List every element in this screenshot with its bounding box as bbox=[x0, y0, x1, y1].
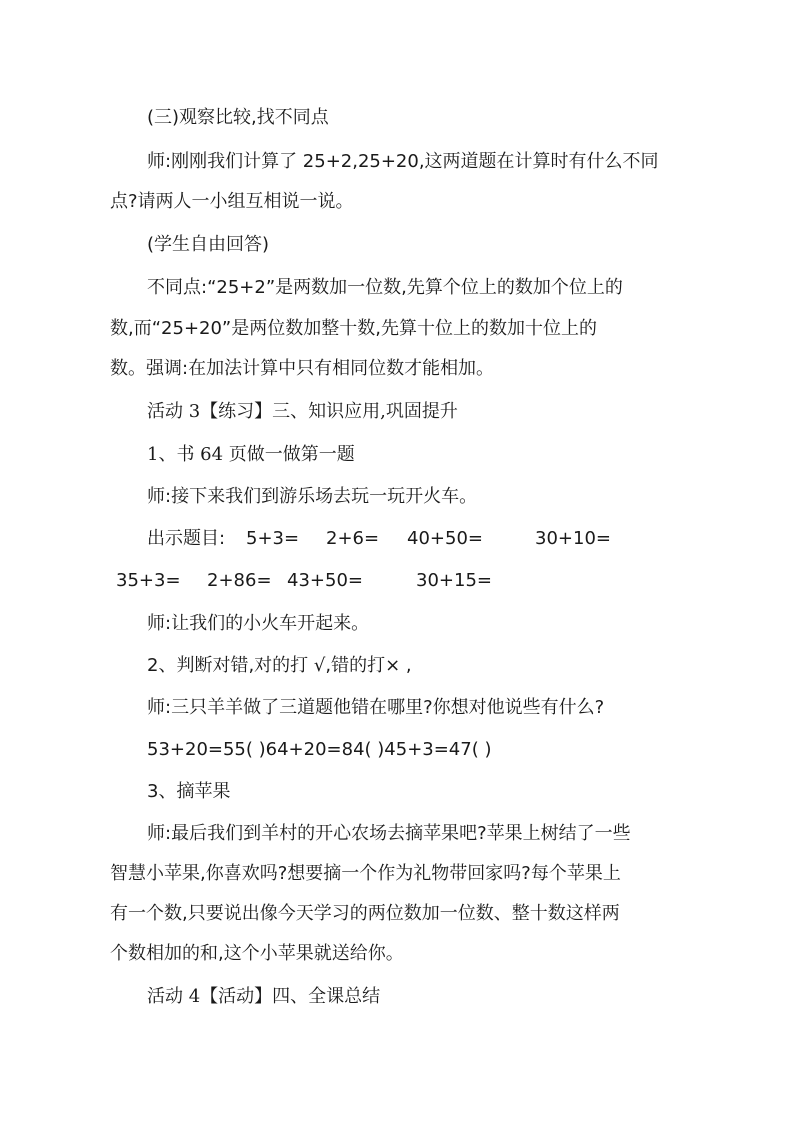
problem-item: 30+15= bbox=[416, 570, 492, 591]
exercise-3-heading: 3、摘苹果 bbox=[147, 781, 231, 802]
problems-label: 出示题目: bbox=[147, 528, 226, 549]
problem-item: 40+50= bbox=[407, 528, 483, 549]
activity-3-heading: 活动 3【练习】三、知识应用,巩固提升 bbox=[147, 401, 458, 422]
paragraph-train-intro: 师:接下来我们到游乐场去玩一玩开火车。 bbox=[147, 486, 478, 507]
problem-item: 2+6= bbox=[326, 528, 380, 549]
problem-item: 30+10= bbox=[535, 528, 611, 549]
exercise-1-heading: 1、书 64 页做一做第一题 bbox=[147, 444, 355, 465]
paragraph-apples-cont2: 有一个数,只要说出像今天学习的两位数加一位数、整十数这样两 bbox=[110, 903, 620, 924]
paragraph-difference-cont2: 数。强调:在加法计算中只有相同位数才能相加。 bbox=[110, 358, 495, 379]
problem-item: 2+86= bbox=[207, 570, 272, 591]
activity-4-heading: 活动 4【活动】四、全课总结 bbox=[147, 986, 381, 1007]
paragraph-difference: 不同点:“25+2”是两数加一位数,先算个位上的数加个位上的 bbox=[147, 277, 623, 298]
judgement-problems: 53+20=55( )64+20=84( )45+3=47( ) bbox=[147, 739, 492, 760]
paragraph-teacher-question: 师:刚刚我们计算了 25+2,25+20,这两道题在计算时有什么不同 bbox=[147, 151, 659, 172]
paragraph-apples-cont3: 个数相加的和,这个小苹果就送给你。 bbox=[110, 943, 404, 964]
problem-item: 35+3= bbox=[116, 570, 181, 591]
paragraph-apples: 师:最后我们到羊村的开心农场去摘苹果吧?苹果上树结了一些 bbox=[147, 823, 631, 844]
exercise-2-heading: 2、判断对错,对的打 √,错的打× , bbox=[147, 655, 412, 676]
paragraph-student-answer: (学生自由回答) bbox=[147, 234, 270, 255]
paragraph-sheep-question: 师:三只羊羊做了三道题他错在哪里?你想对他说些有什么? bbox=[147, 697, 605, 718]
paragraph-teacher-question-cont: 点?请两人一小组互相说一说。 bbox=[110, 191, 354, 212]
problem-item: 5+3= bbox=[246, 528, 300, 549]
problem-item: 43+50= bbox=[287, 570, 363, 591]
paragraph-difference-cont1: 数,而“25+20”是两位数加整十数,先算十位上的数加十位上的 bbox=[110, 318, 597, 339]
section-heading-compare: (三)观察比较,找不同点 bbox=[147, 107, 329, 128]
paragraph-train-go: 师:让我们的小火车开起来。 bbox=[147, 613, 370, 634]
paragraph-apples-cont1: 智慧小苹果,你喜欢吗?想要摘一个作为礼物带回家吗?每个苹果上 bbox=[110, 863, 621, 884]
